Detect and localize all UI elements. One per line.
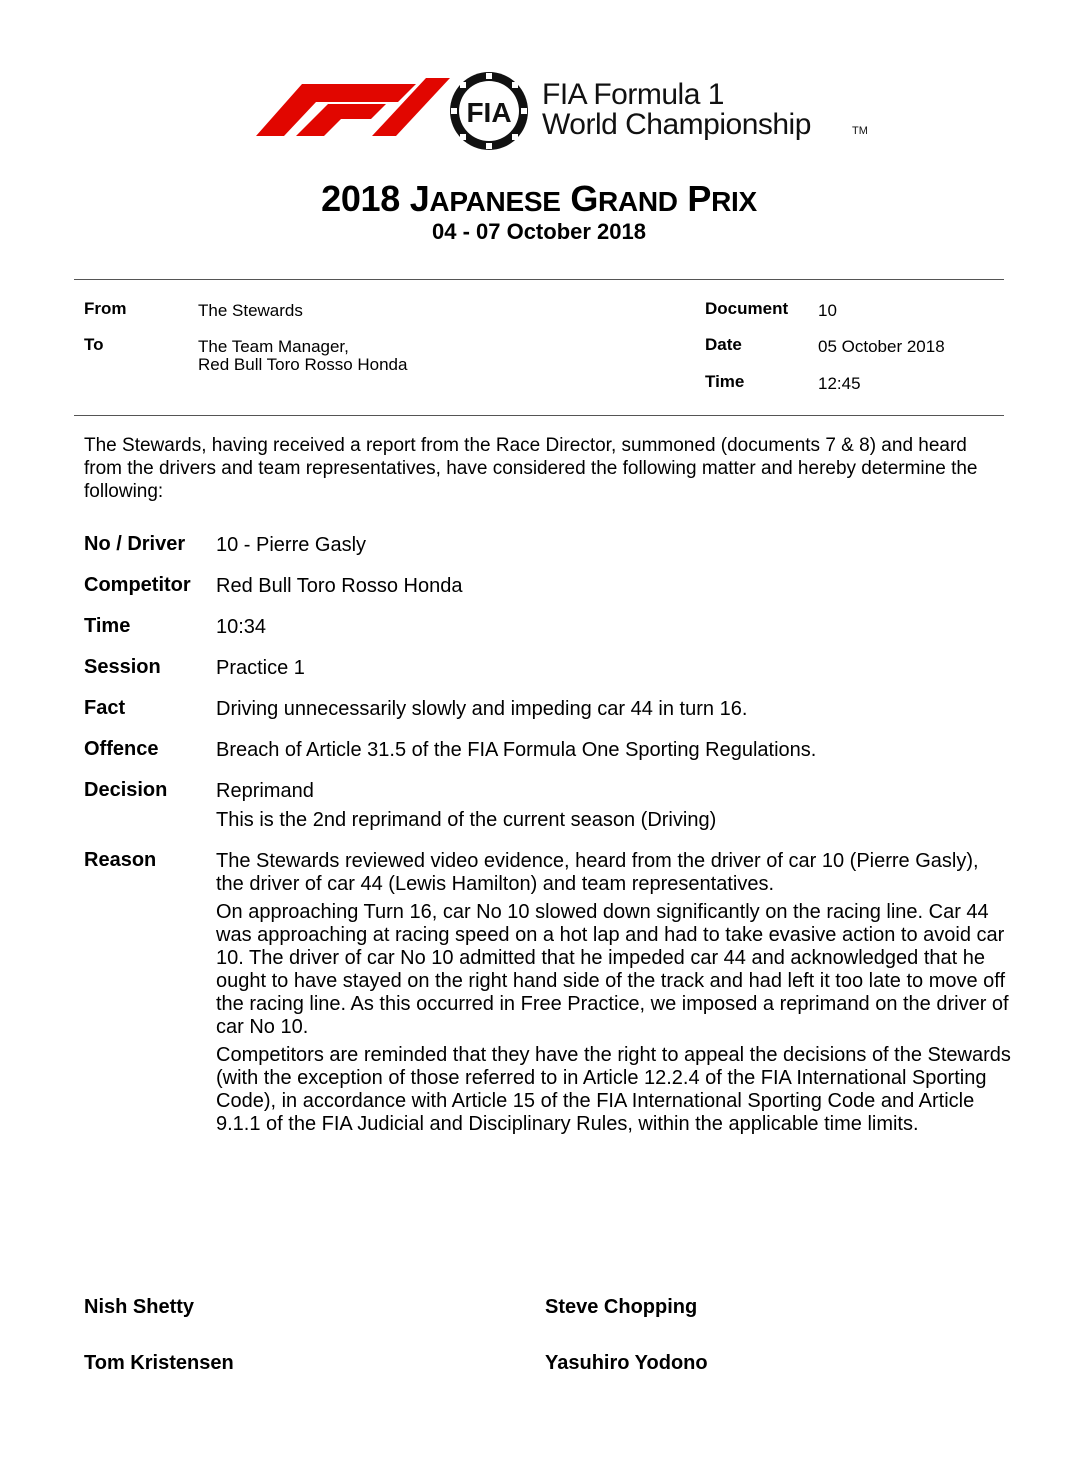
brand-line-2: World Championship <box>542 108 811 141</box>
incident-time-value: 10:34 <box>216 616 267 638</box>
signatory-2: Steve Chopping <box>545 1296 698 1318</box>
signatory-1: Nish Shetty <box>84 1296 195 1318</box>
competitor-label: Competitor <box>84 574 191 596</box>
date-value: 05 October 2018 <box>818 337 945 356</box>
f1-logo-icon <box>226 74 450 136</box>
offence-label: Offence <box>84 738 159 760</box>
reason-paragraph-2: On approaching Turn 16, car No 10 slowed down significantly on the racing line. Car 44 was approaching at racing speed on a hot lap and had to take evasive action to avoid car 10. The driver of car No 10 admitted that he impeded car 44 and acknowledged that he ought to have stayed on the right hand side of the track and had left it too late to move off the racing line. As this occurred in Free Practice, we imposed a reprimand on the driver of car No 10. <box>216 901 1009 1038</box>
trademark-symbol: TM <box>852 125 868 137</box>
decision-label: Decision <box>84 779 168 801</box>
driver-value: 10 - Pierre Gasly <box>216 534 367 556</box>
decision-value-line1: Reprimand <box>216 780 314 802</box>
brand-line-1: FIA Formula 1 <box>542 78 724 111</box>
date-label: Date <box>705 335 742 354</box>
fact-label: Fact <box>84 697 126 719</box>
to-value-line2: Red Bull Toro Rosso Honda <box>198 355 408 374</box>
to-label: To <box>84 335 104 354</box>
session-label: Session <box>84 656 161 678</box>
decision-value-line2: This is the 2nd reprimand of the current season (Driving) <box>216 809 717 831</box>
intro-paragraph: The Stewards, having received a report from the Race Director, summoned (documents 7 & 8) and heard from the drivers and team representatives, have considered the following matter and hereby determine the following: <box>84 435 978 502</box>
signatory-4: Yasuhiro Yodono <box>545 1352 708 1374</box>
incident-time-label: Time <box>84 615 131 637</box>
offence-value: Breach of Article 31.5 of the FIA Formula One Sporting Regulations. <box>216 739 817 761</box>
document-label: Document <box>705 299 789 318</box>
fact-value: Driving unnecessarily slowly and impeding car 44 in turn 16. <box>216 698 748 720</box>
from-value: The Stewards <box>198 301 303 320</box>
event-dates: 04 - 07 October 2018 <box>431 219 646 244</box>
driver-label: No / Driver <box>84 533 186 555</box>
reason-label: Reason <box>84 849 157 871</box>
signatory-3: Tom Kristensen <box>84 1352 234 1374</box>
divider-top <box>74 279 1004 280</box>
document-value: 10 <box>818 301 837 320</box>
divider-bottom <box>74 415 1004 416</box>
header-logo <box>226 70 886 150</box>
svg-text:FIA: FIA <box>466 97 512 128</box>
fia-emblem-icon <box>448 70 530 152</box>
competitor-value: Red Bull Toro Rosso Honda <box>216 575 463 597</box>
reason-body <box>216 850 1011 1141</box>
time-label: Time <box>705 372 745 391</box>
reason-paragraph-1: The Stewards reviewed video evidence, heard from the driver of car 10 (Pierre Gasly), the driver of car 44 (Lewis Hamilton) and team representatives. <box>216 850 979 895</box>
time-value: 12:45 <box>818 374 861 393</box>
to-value-line1: The Team Manager, <box>198 337 349 356</box>
page-title: 2018 JAPANESE GRAND PRIX <box>321 178 757 219</box>
reason-paragraph-3: Competitors are reminded that they have the right to appeal the decisions of the Stewards (with the exception of those referred to in Article 12.2.4 of the FIA International Sporting Code), in accordance with Article 15 of the FIA International Sporting Code and Article 9.1.1 of the FIA Judicial and Disciplinary Rules, within the applicable time limits. <box>216 1044 1011 1135</box>
from-label: From <box>84 299 127 318</box>
session-value: Practice 1 <box>216 657 305 679</box>
